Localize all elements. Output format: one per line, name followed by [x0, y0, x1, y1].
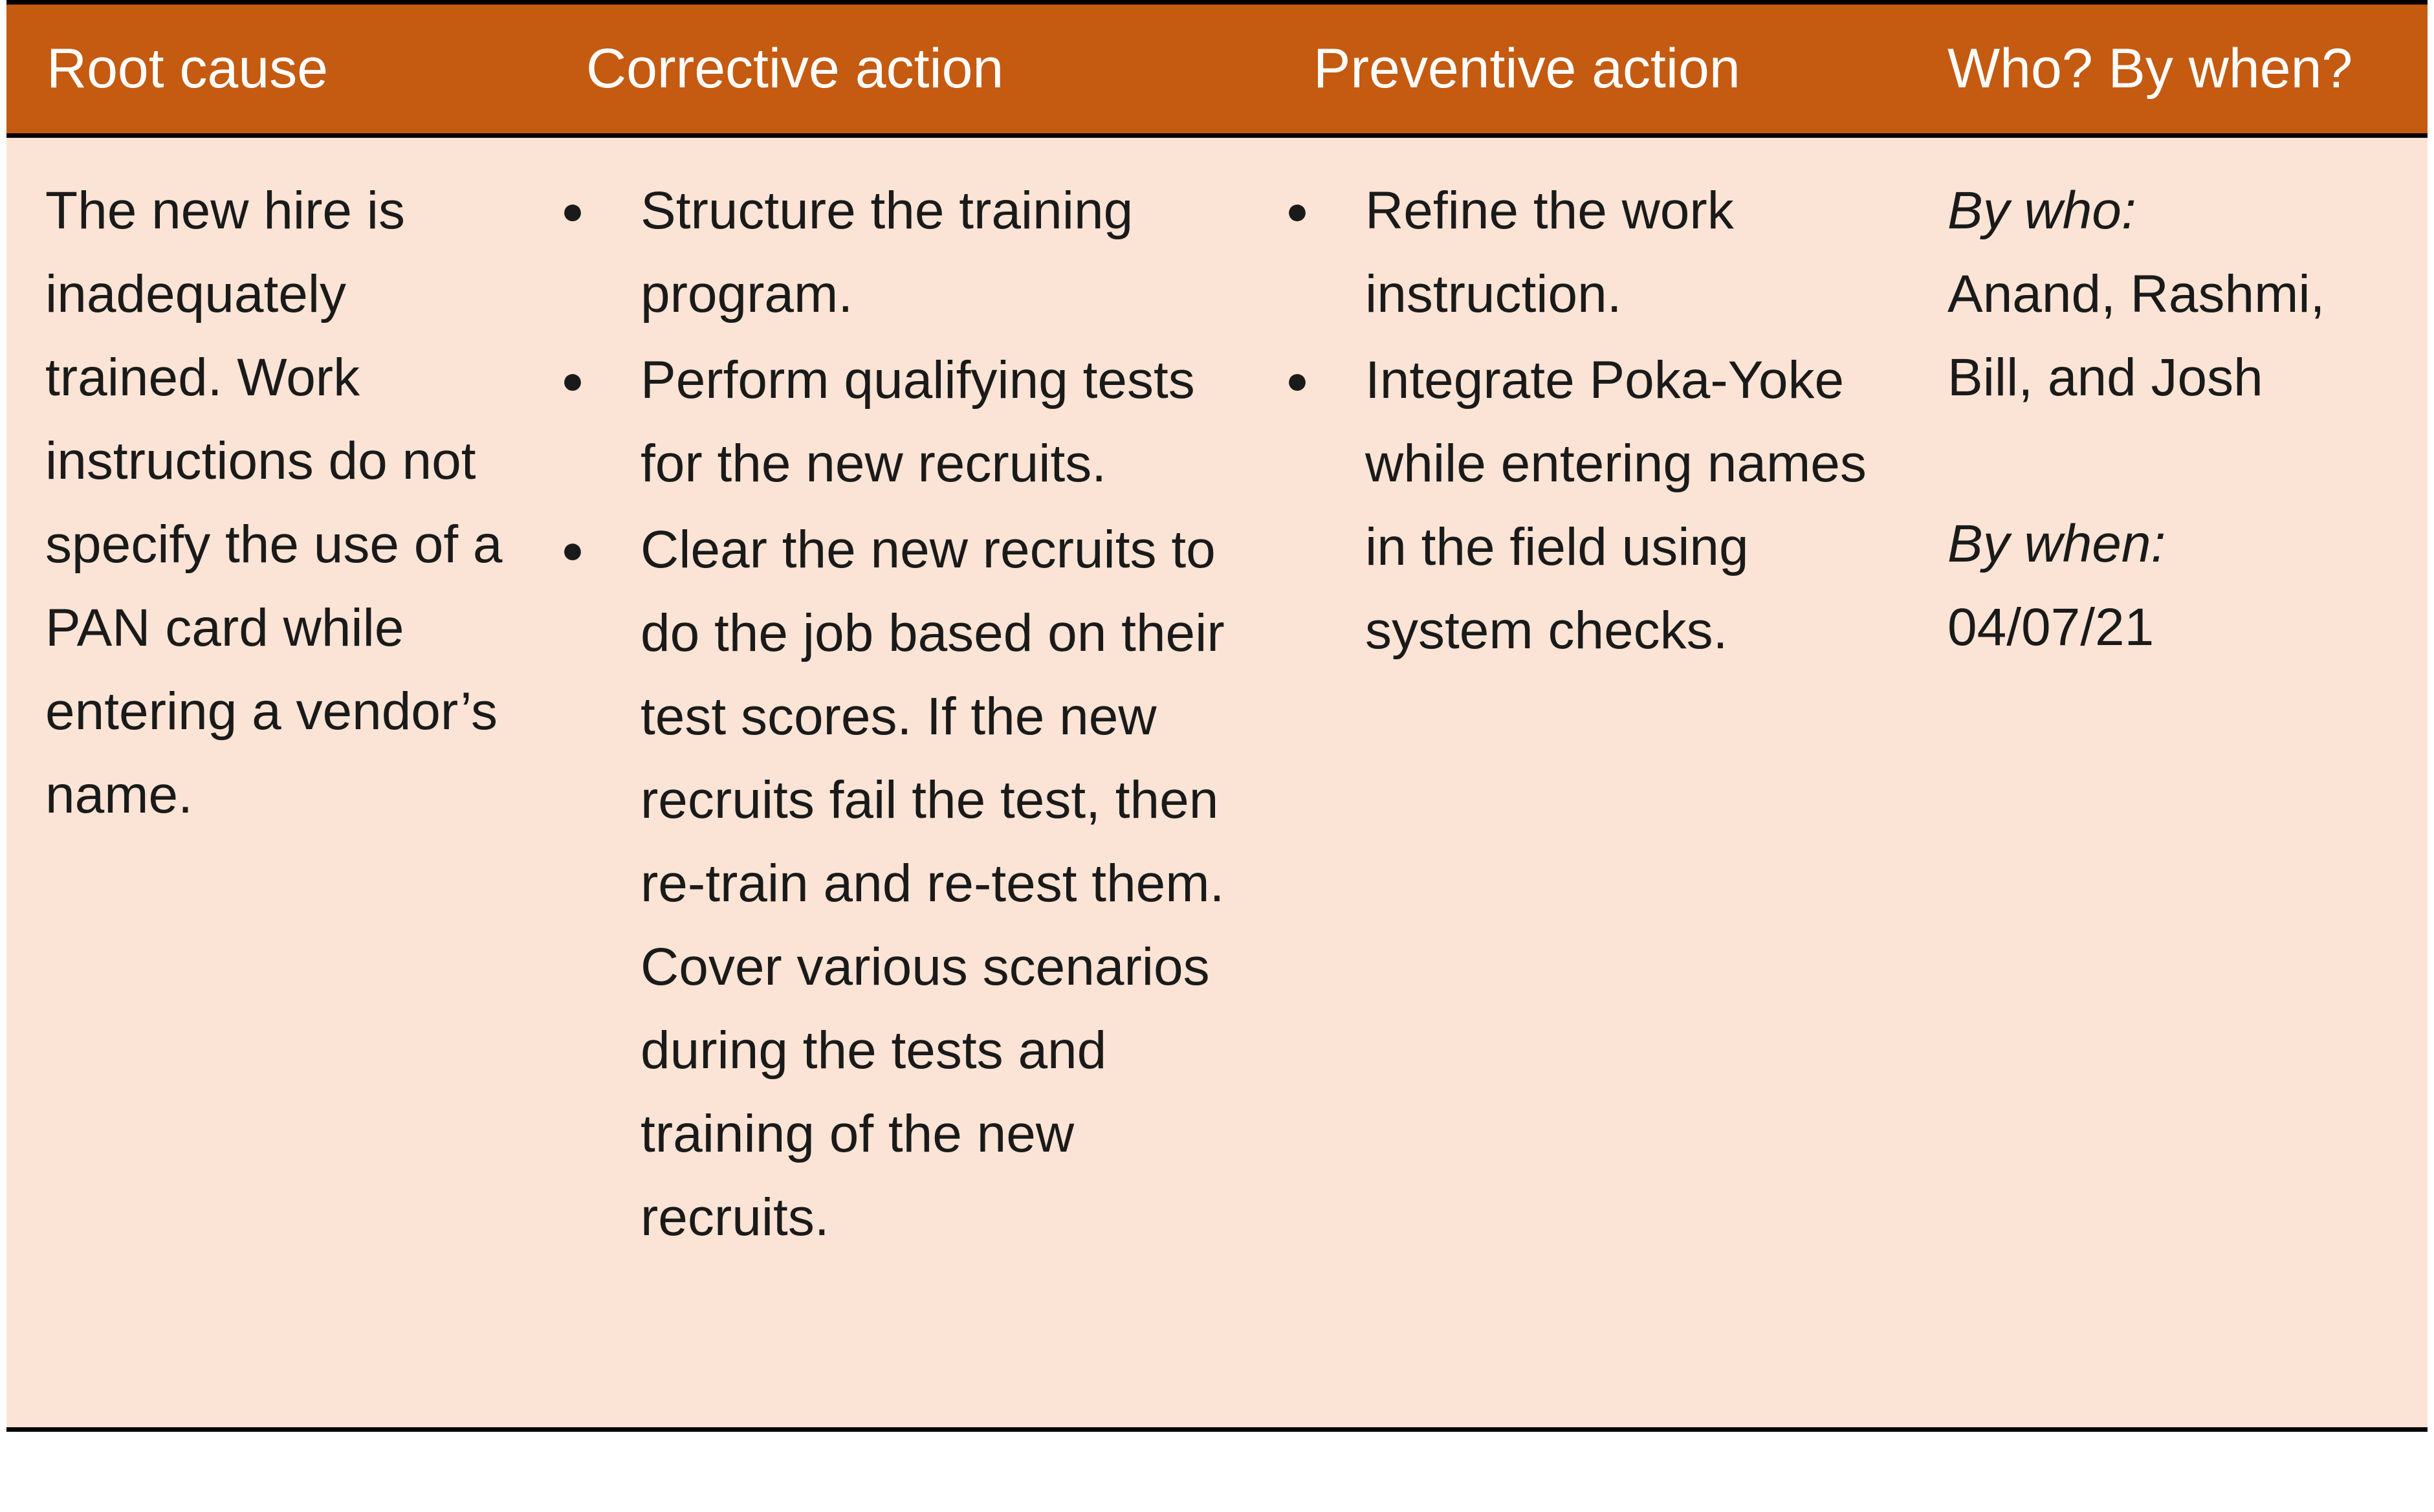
corrective-action-text: Perform qualifying tests for the new recruits. — [641, 351, 1195, 493]
root-cause-cell — [6, 136, 543, 1430]
preventive-action-item — [1268, 338, 1896, 672]
table-row — [6, 136, 2428, 1430]
header-root-cause: Root cause — [6, 3, 543, 136]
by-when-block — [1947, 502, 2415, 669]
header-who-by-when: Who? By when? — [1915, 3, 2428, 136]
bullet-dot-icon: ● — [560, 528, 585, 571]
action-plan-table — [6, 0, 2428, 1432]
corrective-action-item — [543, 338, 1242, 505]
corrective-action-text: Structure the training program. — [641, 181, 1134, 323]
bullet-dot-icon: ● — [1285, 358, 1310, 402]
header-preventive-action: Preventive action — [1268, 3, 1915, 136]
root-cause-text: The new hire is inadequately trained. Work instructions do not specify the use of a PAN card while entering a vendor’s name. — [45, 181, 503, 824]
preventive-action-text: Integrate Poka-Yoke while entering names in the field using system checks. — [1365, 351, 1867, 660]
by-when-value: 04/07/21 — [1947, 598, 2154, 657]
who-by-when-cell — [1915, 136, 2428, 1430]
by-when-label: By when: — [1947, 514, 2166, 573]
corrective-action-list — [543, 169, 1242, 1259]
preventive-action-text: Refine the work instruction. — [1365, 181, 1734, 323]
table-body — [6, 136, 2428, 1430]
preventive-action-list — [1268, 169, 1896, 672]
preventive-action-item — [1268, 169, 1896, 336]
by-who-value: Anand, Rashmi, Bill, and Josh — [1947, 265, 2325, 407]
preventive-action-cell — [1268, 136, 1915, 1430]
header-corrective-action: Corrective action — [543, 3, 1268, 136]
corrective-action-cell — [543, 136, 1268, 1430]
bullet-dot-icon: ● — [560, 358, 585, 402]
bullet-dot-icon: ● — [560, 189, 585, 232]
action-plan-table-wrapper — [6, 0, 2428, 1432]
table-header — [6, 3, 2428, 136]
by-who-label: By who: — [1947, 181, 2136, 240]
header-row — [6, 3, 2428, 136]
corrective-action-text: Clear the new recruits to do the job based on their test scores. If the new recruits fail the test, then re-train and re-test them. Cover various scenarios during the tests and training of the new recruits. — [641, 520, 1225, 1247]
corrective-action-item — [543, 508, 1242, 1259]
bullet-dot-icon: ● — [1285, 189, 1310, 232]
by-who-block — [1947, 169, 2415, 419]
corrective-action-item — [543, 169, 1242, 336]
